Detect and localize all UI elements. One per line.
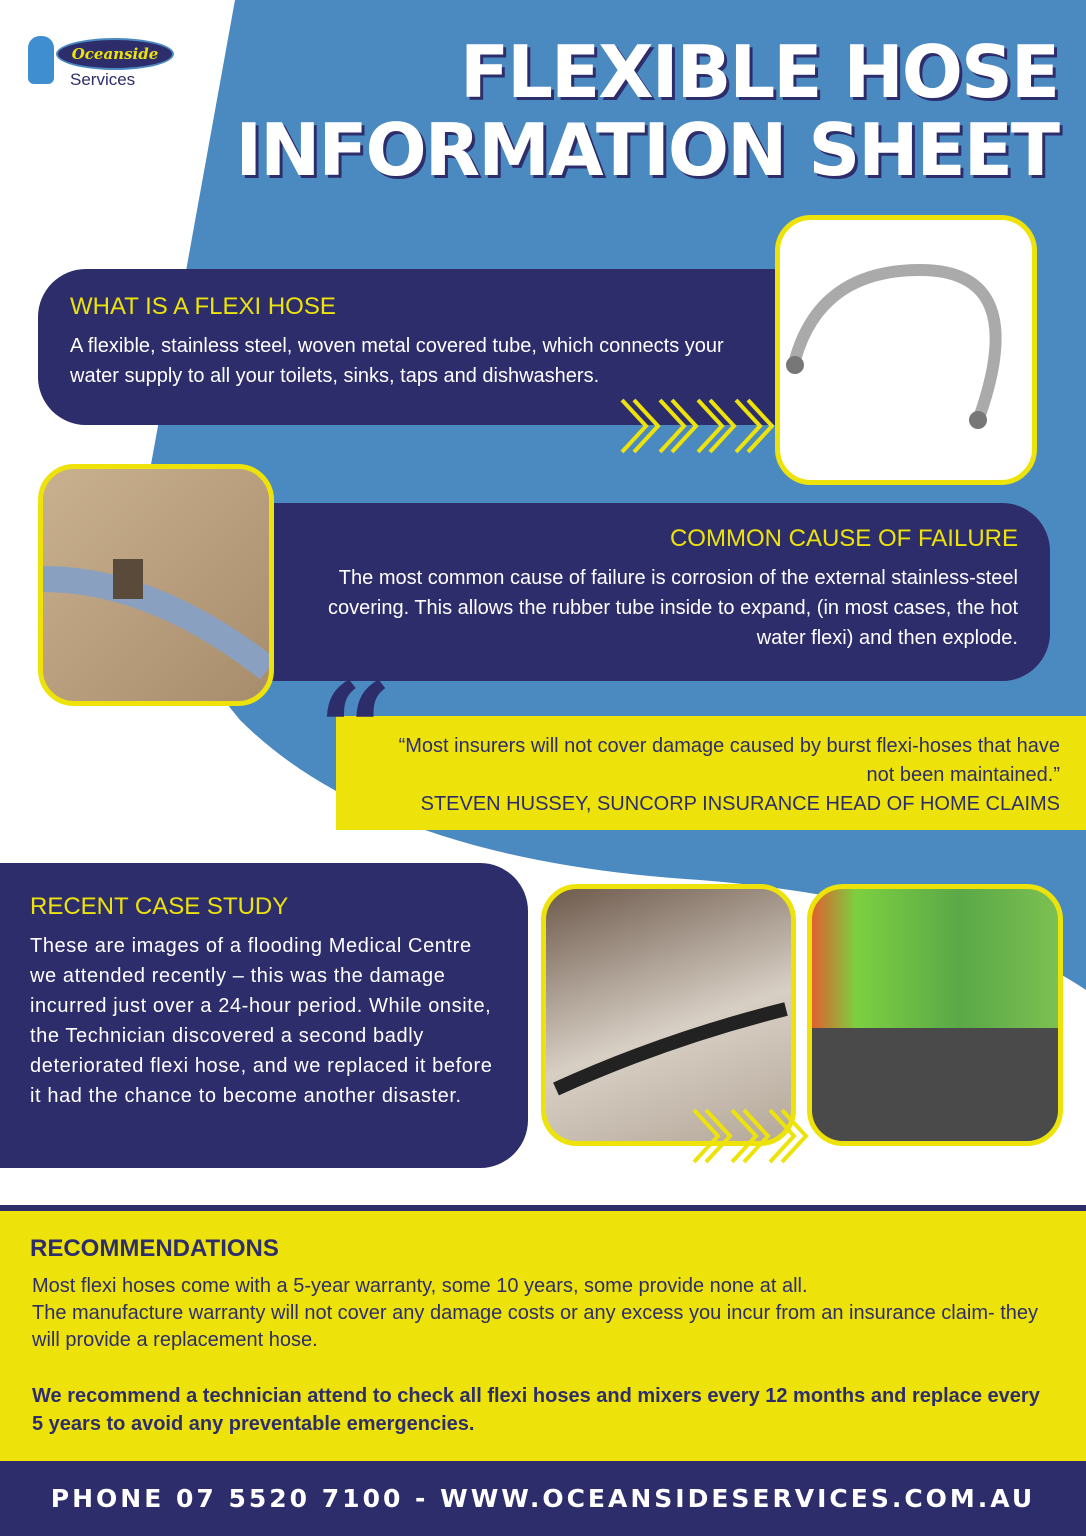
- what-heading: WHAT IS A FLEXI HOSE: [70, 293, 336, 320]
- quote-text: “Most insurers will not cover damage caused by burst flexi-hoses that have not been maintained.”: [398, 735, 1060, 786]
- logo-name: Oceanside: [56, 38, 174, 70]
- recommendations-heading: RECOMMENDATIONS: [30, 1235, 279, 1262]
- quote-box: [336, 716, 1086, 830]
- title-line1: FLEXIBLE HOSE: [459, 30, 1058, 114]
- what-text: A flexible, stainless steel, woven metal covered tube, which connects your water supply to all your toilets, sinks, taps and dishwashers.: [70, 335, 724, 387]
- title-line2: INFORMATION SHEET: [235, 108, 1058, 192]
- failure-text: The most common cause of failure is corrosion of the external stainless-steel covering. This allows the rubber tube inside to expand, (in most cases, the hot water flexi) and then explode.: [327, 567, 1018, 649]
- recommendations-p1: Most flexi hoses come with a 5-year warranty, some 10 years, some provide none at all.: [32, 1275, 808, 1297]
- flexi-hose-photo: [775, 215, 1037, 485]
- chevron-arrows-icon: [690, 1106, 840, 1166]
- case-study-section: [0, 863, 528, 1168]
- recommendations-p2: The manufacture warranty will not cover any damage costs or any excess you incur from an insurance claim- they will provide a replacement hose.: [32, 1302, 1038, 1351]
- chevron-arrows-icon: [618, 396, 774, 456]
- flooded-room-photo: [807, 884, 1063, 1146]
- logo: [24, 34, 184, 94]
- failure-heading: COMMON CAUSE OF FAILURE: [669, 525, 1018, 552]
- dolphin-mascot-icon: [28, 36, 54, 84]
- recommendations-section: [0, 1205, 1086, 1461]
- recommendations-p3: We recommend a technician attend to check all flexi hoses and mixers every 12 months and replace every 5 years to avoid any preventable emergencies.: [32, 1385, 1040, 1435]
- corroded-hose-photo: [38, 464, 274, 706]
- logo-sub: Services: [70, 70, 136, 89]
- quote-mark-icon: “: [318, 654, 393, 807]
- case-text: These are images of a flooding Medical Centre we attended recently – this was the damage incurred just over a 24-hour period. While onsite, the Technician discovered a second badly deteriorated flexi hose, and we replaced it before it had the chance to become another disaster.: [30, 935, 493, 1107]
- footer-contact: PHONE 07 5520 7100 - WWW.OCEANSIDESERVICES.COM.AU: [0, 1461, 1086, 1536]
- case-heading: RECENT CASE STUDY: [30, 893, 289, 920]
- quote-author: STEVEN HUSSEY, SUNCORP INSURANCE HEAD OF HOME CLAIMS: [420, 793, 1060, 815]
